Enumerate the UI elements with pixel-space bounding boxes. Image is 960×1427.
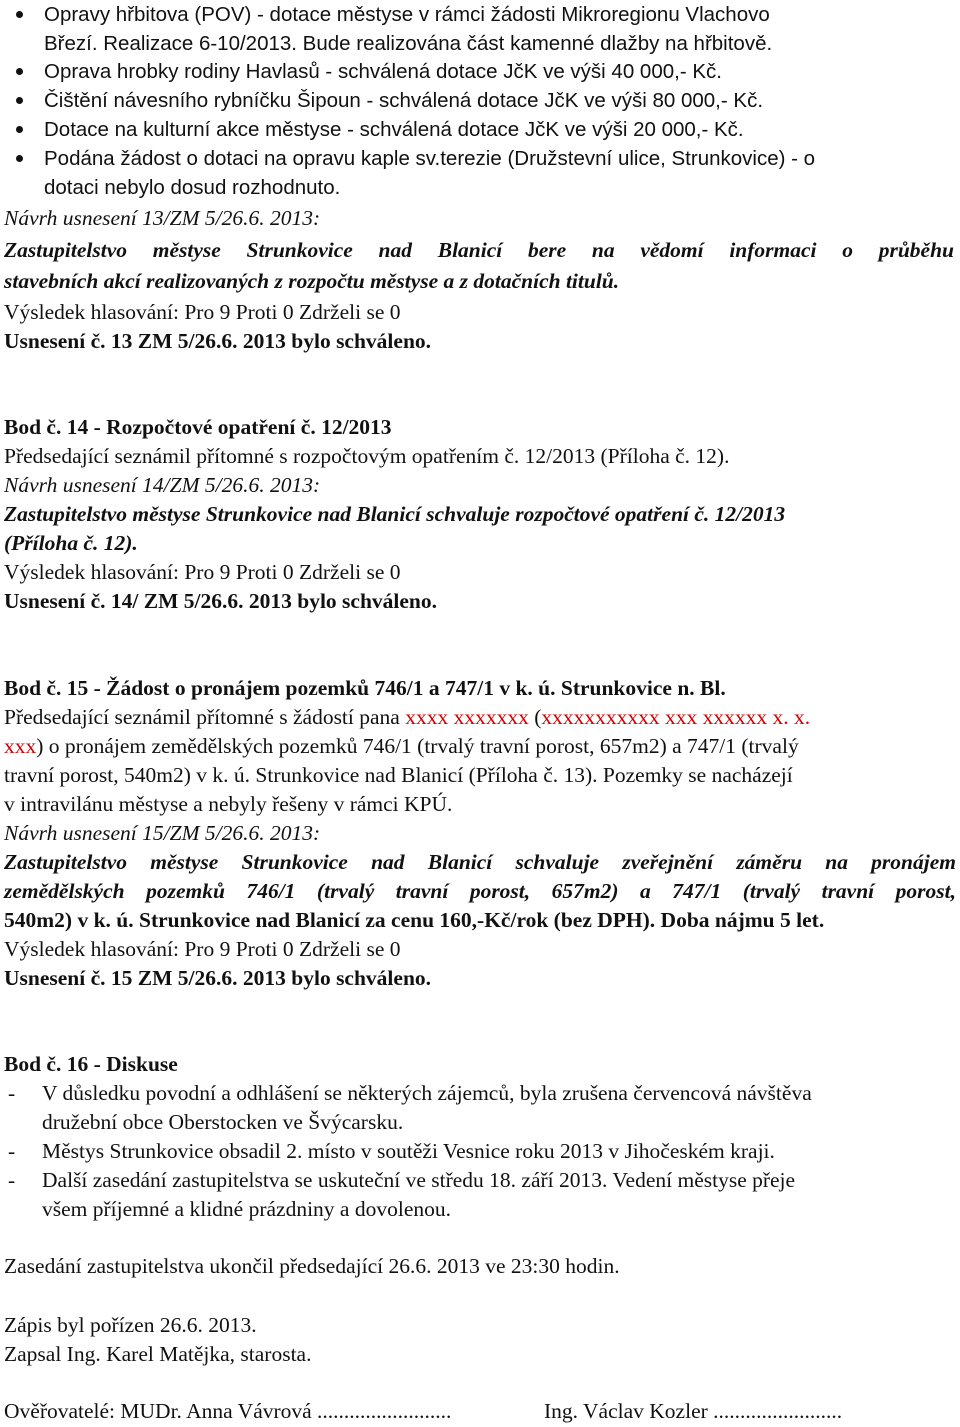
vysledek-hlasovani: Výsledek hlasování: Pro 9 Proti 0 Zdrželi se 0 [4, 937, 401, 961]
dash-marker: - [8, 1081, 16, 1105]
bullet-icon [16, 155, 23, 162]
bullet-icon [16, 126, 23, 133]
diskuse-item: Další zasedání zastupitelstva se uskuteční ve středu 18. září 2013. Vedení městyse přeje [42, 1168, 796, 1192]
bullet-icon [16, 11, 23, 18]
usneseni-schvaleno: Usnesení č. 13 ZM 5/26.6. 2013 bylo schváleno. [4, 329, 432, 353]
usneseni-schvaleno: Usnesení č. 15 ZM 5/26.6. 2013 bylo schváleno. [4, 966, 432, 990]
intro-text: Předsedající seznámil přítomné s žádostí pana [4, 705, 406, 729]
bullet-text: Oprava hrobky rodiny Havlasů - schválená dotace JčK ve výši 40 000,- Kč. [44, 60, 722, 83]
bullet-icon [16, 97, 23, 104]
usneseni-text-15: Zastupitelstvo městyse Strunkovice nad Blanicí schvaluje zveřejnění záměru na pronájem [4, 850, 956, 874]
section-intro-15: travní porost, 540m2) v k. ú. Strunkovice nad Blanicí (Příloha č. 13). Pozemky se nacházejí [4, 763, 793, 787]
usneseni-text-14: (Příloha č. 12). [4, 531, 138, 555]
dash-marker: - [8, 1168, 16, 1192]
section-intro-14: Předsedající seznámil přítomné s rozpočtovým opatřením č. 12/2013 (Příloha č. 12). [4, 444, 730, 468]
usneseni-text-15: 540m2) v k. ú. Strunkovice nad Blanicí za cenu 160,-Kč/rok (bez DPH). Doba nájmu 5 let. [4, 908, 825, 932]
usneseni-text-15: zemědělských pozemků 746/1 (trvalý travní porost, 657m2) a 747/1 (trvalý travní porost, [4, 879, 956, 903]
bullet-text: Dotace na kulturní akce městyse - schválená dotace JčK ve výši 20 000,- Kč. [44, 118, 744, 141]
section-title-15: Bod č. 15 - Žádost o pronájem pozemků 746/1 a 747/1 v k. ú. Strunkovice n. Bl. [4, 676, 726, 700]
usneseni-text-13: Zastupitelstvo městyse Strunkovice nad Blanicí bere na vědomí informaci o průběhu [4, 238, 954, 262]
section-intro-15 [4, 703, 810, 731]
zasedani-ukonceno: Zasedání zastupitelstva ukončil předsedající 26.6. 2013 ve 23:30 hodin. [4, 1254, 620, 1278]
diskuse-item: všem příjemné a klidné prázdniny a dovolenou. [42, 1197, 451, 1221]
bullet-text: dotaci nebylo dosud rozhodnuto. [44, 176, 341, 199]
redacted-name: xxxx xxxxxxx [405, 705, 529, 729]
zapsal: Zapsal Ing. Karel Matějka, starosta. [4, 1342, 312, 1366]
dash-marker: - [8, 1139, 16, 1163]
diskuse-item: Městys Strunkovice obsadil 2. místo v soutěži Vesnice roku 2013 v Jihočeském kraji. [42, 1139, 775, 1163]
intro-text: ( [528, 705, 542, 729]
usneseni-schvaleno: Usnesení č. 14/ ZM 5/26.6. 2013 bylo schváleno. [4, 589, 438, 613]
diskuse-item: V důsledku povodní a odhlášení se některých zájemců, byla zrušena červencová návštěva [42, 1081, 812, 1105]
bullet-text: Opravy hřbitova (POV) - dotace městyse v rámci žádosti Mikroregionu Vlachovo [44, 3, 770, 26]
bullet-text: Čištění návesního rybníčku Šipoun - schválená dotace JčK ve výši 80 000,- Kč. [44, 89, 764, 112]
redacted-address: xxx [4, 734, 37, 758]
section-intro-15 [4, 732, 799, 760]
intro-text: ) o pronájem zemědělských pozemků 746/1 (trvalý travní porost, 657m2) a 747/1 (trvalý [36, 734, 799, 758]
redacted-address: xxxxxxxxxxx xxx xxxxxx x. x. [541, 705, 811, 729]
usneseni-text-14: Zastupitelstvo městyse Strunkovice nad Blanicí schvaluje rozpočtové opatření č. 12/2013 [4, 502, 786, 526]
section-title-16: Bod č. 16 - Diskuse [4, 1052, 178, 1076]
zapis-datum: Zápis byl pořízen 26.6. 2013. [4, 1313, 257, 1337]
navrh-usneseni-14: Návrh usnesení 14/ZM 5/26.6. 2013: [4, 473, 321, 497]
usneseni-text-13: stavebních akcí realizovaných z rozpočtu městyse a z dotačních titulů. [4, 269, 620, 293]
overovatele: Ověřovatelé: MUDr. Anna Vávrová ......................... [4, 1399, 452, 1423]
section-title-14: Bod č. 14 - Rozpočtové opatření č. 12/2013 [4, 415, 392, 439]
vysledek-hlasovani: Výsledek hlasování: Pro 9 Proti 0 Zdrželi se 0 [4, 300, 401, 324]
navrh-usneseni-13: Návrh usnesení 13/ZM 5/26.6. 2013: [4, 206, 321, 230]
overovatel-2: Ing. Václav Kozler ........................ [544, 1399, 843, 1423]
navrh-usneseni-15: Návrh usnesení 15/ZM 5/26.6. 2013: [4, 821, 321, 845]
diskuse-item: družební obce Oberstocken ve Švýcarsku. [42, 1110, 404, 1134]
bullet-text: Březí. Realizace 6-10/2013. Bude realizována část kamenné dlažby na hřbitově. [44, 32, 773, 55]
section-intro-15: v intravilánu městyse a nebyly řešeny v rámci KPÚ. [4, 792, 453, 816]
bullet-text: Podána žádost o dotaci na opravu kaple sv.terezie (Družstevní ulice, Strunkovice) - o [44, 147, 816, 170]
vysledek-hlasovani: Výsledek hlasování: Pro 9 Proti 0 Zdrželi se 0 [4, 560, 401, 584]
bullet-icon [16, 68, 23, 75]
